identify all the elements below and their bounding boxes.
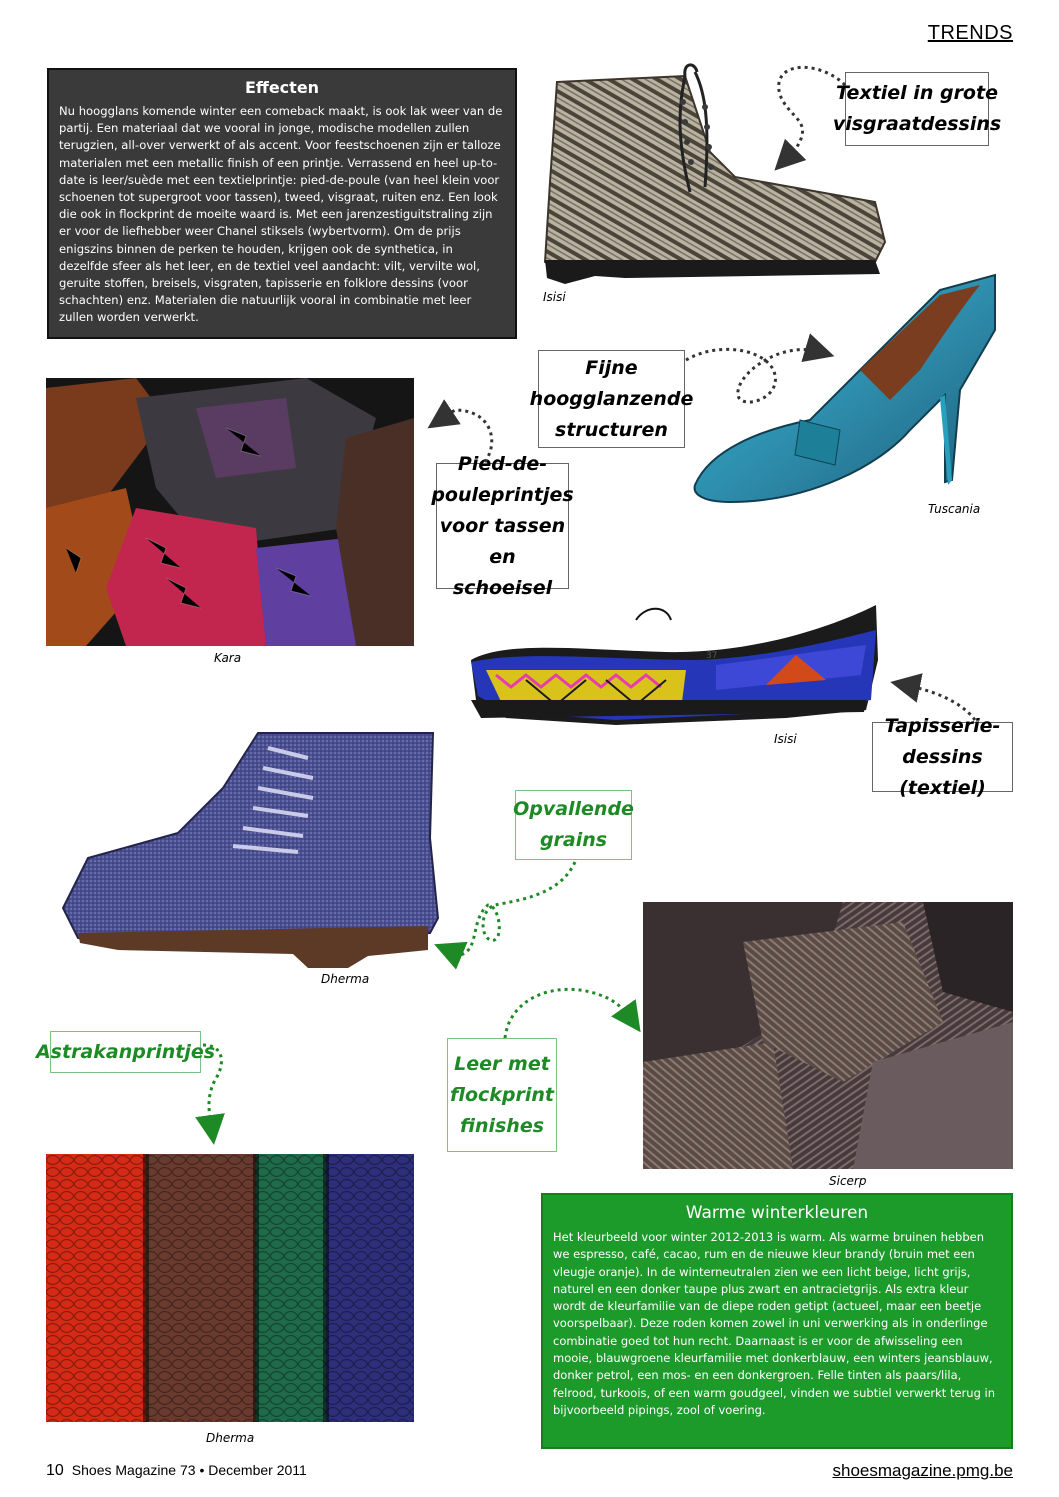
callout-leer [447,1038,557,1152]
warme-title: Warme winterkleuren [685,1203,869,1223]
callout-textiel-line2: visgraatdessins [832,113,1002,135]
effecten-box [47,68,517,339]
arrow-opvallende [448,862,575,955]
callout-fijne [529,350,694,448]
warme-winterkleuren-box [541,1193,1013,1449]
callout-opvallende-line1: Opvallende [513,798,634,820]
dherma-leather-photo [46,1154,414,1422]
callout-pied-line4: schoeisel [452,576,553,599]
callout-pied-line2: pouleprintjes [431,483,574,506]
effecten-body: Nu hoogglans komende winter een comeback maakt, is ook lak weer van de partij. Een materiaal dat we vooral in jonge, modische modellen zullen terugzien, all-over verwerkt of als accent. Voor feestschoenen zijn er talloze materialen met een metallic finish of een printje. Verrassend en heel up-to-date is leer/suède met een textielprintje: pied-de-poule (van heel klein voor schoenen tot supergroot voor tassen), tweed, visgraat, ruiten enz. Een look die ook in flockprint de moeite waard is. Met een jarenzestiguitstraling zijn er voor de liefhebber weer Chanel stiksels (wybertvorm). Om de prijs enigszins binnen de perken te houden, krijgen ook de synthetica, in dezelfde sfeer als het leer, en de textiel veel aandacht: vilt, vervilte wol, geruite stoffen, breisels, visgraten, tapisserie en folklore dessins (voor schachten) enz. Materialen die natuurlijk vooral in combinatie met leer zullen worden verwerkt. [59,104,503,325]
svg-text:37: 37 [706,651,718,661]
caption-kara: Kara [214,651,242,665]
callout-fijne-line2: hoogglanzende [529,387,694,410]
caption-isisi-boot: Isisi [543,290,566,304]
callout-tapisserie-line1: Tapisserie- [884,714,1001,737]
callout-tapisserie [872,714,1013,799]
callout-leer-line2: flockprint [450,1083,554,1106]
callout-fijne-line1: Fijne [585,356,638,379]
blue-grain-boot-photo [58,728,444,968]
callout-pied-line1: Pied-de- [457,452,548,475]
caption-isisi-flat: Isisi [774,732,797,746]
callout-astrakan-line1: Astrakanprintjes [35,1040,216,1063]
callout-leer-line1: Leer met [454,1052,550,1075]
callout-textiel [832,72,1002,146]
callout-opvallende [515,790,632,860]
arrow-leer [505,989,632,1038]
callout-astrakan [35,1031,216,1073]
website-link[interactable]: shoesmagazine.pmg.be [832,1461,1013,1480]
warme-body: Het kleurbeeld voor winter 2012-2013 is warm. Als warme bruinen hebben we espresso, café, cacao, rum en de nieuwe kleur brandy (bruin met een vleugje oranje). In de winterneutralen zien we een licht beige, licht grijs, naturel en een donker taupe plus zwart en antracietgrijs. Als extra kleur wordt de kleurfamilie van de diepe roden getipt (actueel, maar een beetje voorspelbaar). Deze roden komen zowel in uni verwerking als in onderlinge combinatie goed tot hun recht. Daarnaast is er voor de afwisseling een mooie, blauwgroene kleurfamilie met donkerblauw, een winters jeansblauw, donker petrol, een mos- en een donkergroen. Felle tinten als paars/lila, felrood, turkoois, of een warm goudgeel, vinden we subtiel verwerkt terug in bijvoorbeeld pipings, zool of voering. [553,1230,996,1417]
callout-pied [431,452,574,599]
callout-opvallende-line2: grains [539,829,608,851]
callout-pied-line3: voor tassen en [439,514,566,568]
tapestry-flat-photo [466,600,881,728]
section-tag: TRENDS [927,22,1013,44]
issue-info: Shoes Magazine 73 • December 2011 [71,1462,307,1478]
page-number: 10 [46,1462,64,1479]
callout-tapisserie-line2: dessins (textiel) [899,745,986,799]
effecten-title: Effecten [244,78,320,97]
caption-sicerp: Sicerp [829,1174,867,1188]
caption-dherma-leather: Dherma [206,1431,255,1445]
sicerp-textile-photo [643,902,1013,1169]
callout-textiel-line1: Textiel in grote [836,82,998,104]
caption-dherma-boot: Dherma [321,972,370,986]
turquoise-pump-photo [690,270,1000,505]
callout-leer-line3: finishes [459,1114,545,1137]
footer-issue [46,1462,307,1480]
caption-tuscania: Tuscania [928,502,981,516]
callout-fijne-line3: structuren [555,418,668,441]
kara-bags-photo [46,378,414,646]
